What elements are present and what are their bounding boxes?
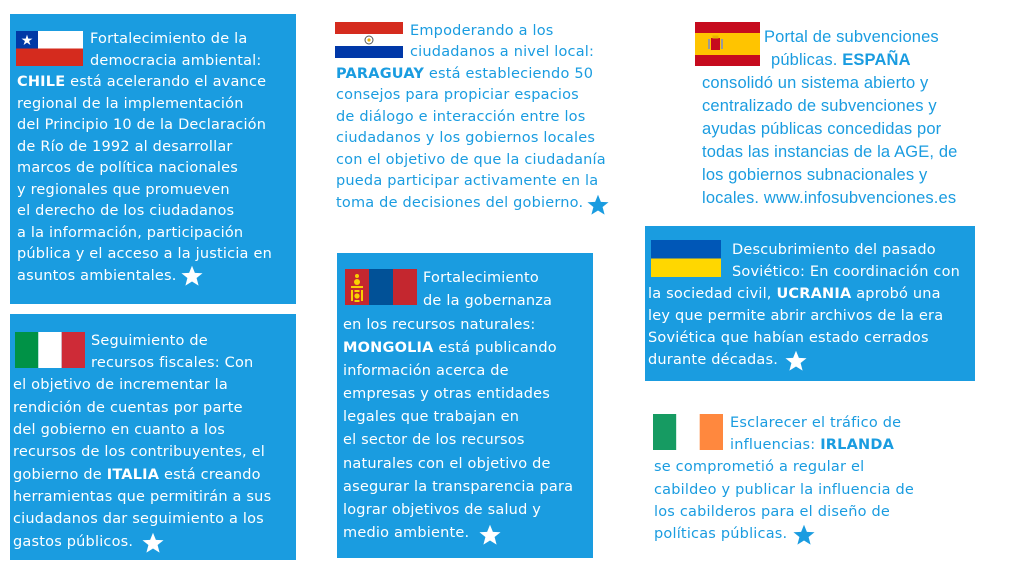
card-ucrania [645,226,975,381]
irlanda-line-6: políticas públicas. [654,526,788,542]
ucrania-line-1: Descubrimiento del pasado [732,242,936,258]
italia-line-8: herramientas que permitirán a sus [13,489,272,505]
mongolia-line-6: empresas y otras entidades [343,386,550,402]
mongolia-line-12: medio ambiente. [343,525,470,541]
paraguay-line-2: ciudadanos a nivel local: [410,44,595,60]
chile-line-3: CHILE está acelerando el avance [17,74,267,90]
italia-line-6: recursos de los contribuyentes, el [13,444,265,460]
italia-country-name: ITALIA [106,467,160,483]
chile-line-1: Fortalecimiento de la [90,31,248,47]
italia-line-9: ciudadanos dar seguimiento a los [13,511,264,527]
card-chile [10,14,296,304]
mongolia-line-11: lograr objetivos de salud y [343,502,542,518]
paraguay-line-7: con el objetivo de que la ciudadanía [336,152,606,168]
mongolia-line-4: MONGOLIA está publicando [343,340,557,356]
card-paraguay-text [330,16,620,221]
mongolia-line-5: información acerca de [343,363,509,379]
paraguay-line-4: consejos para propiciar espacios [336,87,579,103]
paraguay-line-6: ciudadanos y los gobiernos locales [336,130,596,146]
chile-line-5: del Principio 10 de la Declaración [17,117,267,133]
mongolia-line-3: en los recursos naturales: [343,317,536,333]
chile-line-6: de Río de 1992 al desarrollar [17,139,233,155]
irlanda-line-1: Esclarecer el tráfico de [730,415,902,431]
ucrania-country-name: UCRANIA [776,286,852,302]
chile-line-8: y regionales que promueven [17,182,230,198]
espana-line-7: los gobiernos subnacionales y [702,166,928,184]
card-chile-text [10,14,296,304]
ucrania-line-5: Soviética que habían estado cerrados [648,330,929,346]
paraguay-line-3: PARAGUAY está estableciendo 50 [336,66,594,82]
paraguay-line-9: toma de decisiones del gobierno. [336,195,584,211]
espana-line-1: Portal de subvenciones [764,28,939,46]
chile-line-10: a la información, participación [17,225,244,241]
star-icon [180,265,204,287]
card-espana-text [690,18,990,218]
ucrania-line-3: la sociedad civil, UCRANIA aprobó una [648,286,941,302]
star-icon [792,524,816,546]
card-italia [10,314,296,560]
card-mongolia [337,253,593,558]
mongolia-line-9: naturales con el objetivo de [343,456,551,472]
ucrania-line-6: durante décadas. [648,352,779,368]
irlanda-line-3: se comprometió a regular el [654,459,865,475]
card-paraguay [330,16,620,221]
mongolia-line-10: asegurar la transparencia para [343,479,574,495]
mongolia-line-7: legales que trabajan en [343,409,520,425]
espana-line-4: centralizado de subvenciones y [702,97,937,115]
chile-line-12: asuntos ambientales. [17,268,177,284]
card-irlanda [648,406,948,556]
chile-line-4: regional de la implementación [17,96,244,112]
chile-line-11: pública y el acceso a la justicia en [17,246,272,262]
ucrania-line-2: Soviético: En coordinación con [732,264,961,280]
paraguay-line-1: Empoderando a los [410,23,554,39]
espana-line-5: ayudas públicas concedidas por [702,120,942,138]
star-icon [586,194,610,216]
italia-line-7: gobierno de ITALIA está creando [13,467,261,483]
italia-line-3: el objetivo de incrementar la [13,377,228,393]
star-icon [141,532,165,554]
star-icon [784,350,808,372]
paraguay-line-8: pueda participar activamente en la [336,173,599,189]
espana-line-2: públicas. ESPAÑA [771,51,911,69]
paraguay-line-5: de diálogo e interacción entre los [336,109,586,125]
italia-line-4: rendición de cuentas por parte [13,400,243,416]
mongolia-country-name: MONGOLIA [343,340,434,356]
star-icon [478,524,502,546]
irlanda-line-4: cabildeo y publicar la influencia de [654,482,914,498]
paraguay-country-name: PARAGUAY [336,66,425,82]
mongolia-line-1: Fortalecimiento [423,270,539,286]
italia-line-5: del gobierno en cuanto a los [13,422,226,438]
chile-line-7: marcos de política nacionales [17,160,239,176]
chile-line-2: democracia ambiental: [90,53,262,69]
card-italia-text [10,314,296,560]
ucrania-line-4: ley que permite abrir archivos de la era [648,308,944,324]
irlanda-line-2: influencias: IRLANDA [730,437,895,453]
mongolia-line-2: de la gobernanza [423,293,553,309]
espana-country-name: ESPAÑA [842,51,911,69]
irlanda-country-name: IRLANDA [820,437,895,453]
italia-line-10: gastos públicos. [13,534,134,550]
card-mongolia-text [337,253,593,558]
espana-line-6: todas las instancias de la AGE, de [702,143,958,161]
espana-line-3: consolidó un sistema abierto y [702,74,929,92]
espana-line-8: locales. www.infosubvenciones.es [702,189,957,207]
card-espana [690,18,990,218]
chile-line-9: el derecho de los ciudadanos [17,203,235,219]
irlanda-line-5: los cabilderos para el diseño de [654,504,890,520]
card-ucrania-text [645,226,975,381]
mongolia-line-8: el sector de los recursos [343,432,525,448]
chile-country-name: CHILE [17,74,66,90]
italia-line-2: recursos fiscales: Con [91,355,254,371]
italia-line-1: Seguimiento de [91,333,208,349]
